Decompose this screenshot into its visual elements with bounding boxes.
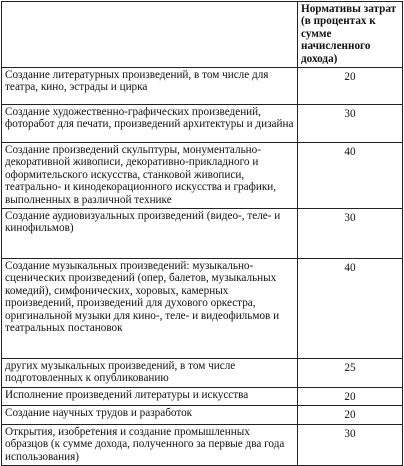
row-value-musical-works: 40 bbox=[298, 259, 403, 359]
row-value-graphic-works: 30 bbox=[298, 105, 403, 143]
row-value-sculpture-works: 40 bbox=[298, 143, 403, 209]
table-row bbox=[2, 68, 403, 105]
table-header-row bbox=[2, 2, 403, 68]
row-label-scientific-works: Создание научных трудов и разработок bbox=[2, 406, 298, 424]
row-label-inventions: Открытия, изобретения и создание промышленных образцов (к сумме дохода, полученного за первые два года использования) bbox=[2, 424, 298, 465]
row-value-inventions: 30 bbox=[298, 424, 403, 465]
header-cell-norms: Нормативы затрат (в процентах к сумме начисленного дохода) bbox=[298, 2, 403, 68]
expense-norms-table bbox=[1, 1, 403, 466]
row-label-graphic-works: Создание художественно-графических произведений, фоторабот для печати, произведений архитектуры и дизайна bbox=[2, 105, 298, 143]
row-value-audiovisual-works: 30 bbox=[298, 209, 403, 259]
table-row bbox=[2, 359, 403, 388]
row-value-performance: 20 bbox=[298, 387, 403, 405]
row-label-literary-works: Создание литературных произведений, в том числе для театра, кино, эстрады и цирка bbox=[2, 68, 298, 105]
header-cell-empty bbox=[2, 2, 298, 68]
table-row bbox=[2, 406, 403, 424]
row-label-performance: Исполнение произведений литературы и искусства bbox=[2, 387, 298, 405]
row-label-musical-works: Создание музыкальных произведений: музыкально-сценических произведений (опер, балетов, музыкальных комедий), симфонических, хоровых, камерных произведений, произведений для духового оркестра, оригинальной музыки для кино-, теле- и видеофильмов и театральных постановок bbox=[2, 259, 298, 359]
table-row bbox=[2, 387, 403, 405]
table-row bbox=[2, 143, 403, 209]
table-row bbox=[2, 424, 403, 465]
row-label-other-musical-works: других музыкальных произведений, в том числе подготовленных к опубликованию bbox=[2, 359, 298, 388]
table-row bbox=[2, 259, 403, 359]
row-value-scientific-works: 20 bbox=[298, 406, 403, 424]
table-row bbox=[2, 209, 403, 259]
row-value-literary-works: 20 bbox=[298, 68, 403, 105]
row-label-audiovisual-works: Создание аудиовизуальных произведений (видео-, теле- и кинофильмов) bbox=[2, 209, 298, 259]
row-value-other-musical-works: 25 bbox=[298, 359, 403, 388]
table-row bbox=[2, 105, 403, 143]
row-label-sculpture-works: Создание произведений скульптуры, монументально-декоративной живописи, декоративно-прикладного и оформительского искусства, станковой живописи, театрально- и кинодекорационного искусства и графики, выполненных в различной технике bbox=[2, 143, 298, 209]
